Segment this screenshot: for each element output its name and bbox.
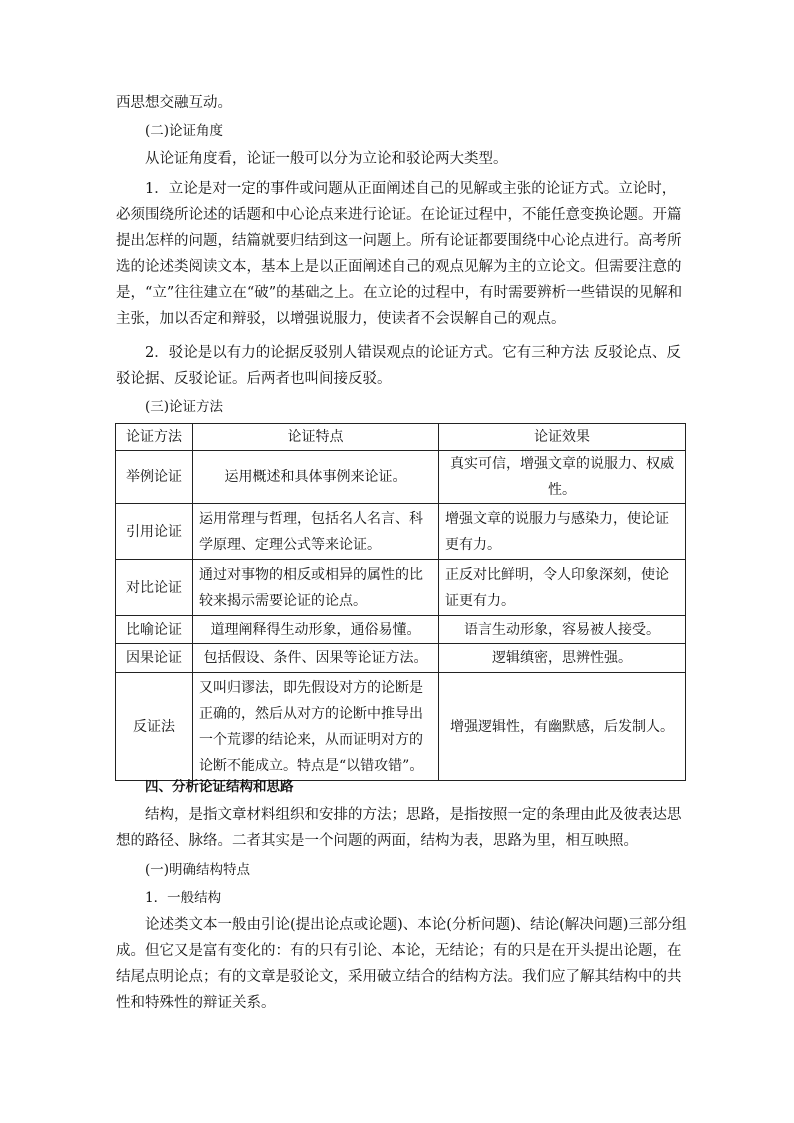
method-feature: 通过对事物的相反或相异的属性的比较来揭示需要论证的论点。 [193,560,439,616]
method-name: 因果论证 [116,644,193,673]
methods-heading: (三)论证方法 [145,399,224,415]
method-feature: 包括假设、条件、因果等论证方法。 [193,644,439,673]
method-feature: 运用概述和具体事例来论证。 [193,451,439,504]
method-name: 引用论证 [116,504,193,560]
angle-item1-text: 1．立论是对一定的事件或问题从正面阐述自己的见解或主张的论证方式。立论时，必须围绕所论述的话题和中心论点来进行论证。在论证过程中，不能任意变换论题。开篇提出怎样的问题，结篇就要归结到这一问题上。所有论证都要围绕中心论点进行。高考所选的论述类阅读文本，基本上是以正面阐述自己的观点见解为主的立论文。但需要注意的是，“立”往往建立在“破”的基础之上。在立论的过程中，有时需要辨析一些错误的见解和主张，加以否定和辩驳，以增强说服力，使读者不会误解自己的观点。 [116,181,683,327]
table-row [116,673,686,781]
angle-heading: (二)论证角度 [145,123,224,139]
method-feature: 道理阐释得生动形象，通俗易懂。 [193,616,439,644]
table-row [116,451,686,504]
structure-item-heading: 1．一般结构 [145,890,222,906]
header-feature: 论证特点 [193,424,439,451]
structure-sub-heading: (一)明确结构特点 [145,862,251,878]
method-effect: 真实可信，增强文章的说服力、权威性。 [439,451,686,504]
angle-item2-text: 2．驳论是以有力的论据反驳别人错误观点的论证方式。它有三种方法 反驳论点、反驳论据、反驳论证。后两者也叫间接反驳。 [116,345,681,387]
method-name: 比喻论证 [116,616,193,644]
method-feature: 又叫归谬法，即先假设对方的论断是正确的，然后从对方的论断中推导出一个荒谬的结论来，从而证明对方的论断不能成立。特点是“以错攻错”。 [193,673,439,781]
structure-intro-text: 结构，是指文章材料组织和安排的方法；思路，是指按照一定的条理由此及彼表达思想的路径、脉络。二者其实是一个问题的两面，结构为表，思路为里，相互映照。 [116,807,682,849]
table-row [116,644,686,673]
method-name: 反证法 [116,673,193,781]
intro-tail-text: 西思想交融互动。 [116,95,232,111]
method-name: 对比论证 [116,560,193,616]
table-row [116,560,686,616]
header-method: 论证方法 [116,424,193,451]
header-effect: 论证效果 [439,424,686,451]
structure-item-body: 论述类文本一般由引论(提出论点或论题)、本论(分析问题)、结论(解决问题)三部分组成。但它又是富有变化的：有的只有引论、本论，无结论；有的只是在开头提出论题，在结尾点明论点；有的文章是驳论文，采用破立结合的结构方法。我们应了解其结构中的共性和特殊性的辩证关系。 [116,917,687,1011]
table-header-row [116,424,686,451]
method-effect: 增强文章的说服力与感染力，使论证更有力。 [439,504,686,560]
method-name: 举例论证 [116,451,193,504]
method-effect: 语言生动形象，容易被人接受。 [439,616,686,644]
table-row [116,616,686,644]
angle-intro-text: 从论证角度看，论证一般可以分为立论和驳论两大类型。 [145,151,508,167]
method-effect: 增强逻辑性，有幽默感，后发制人。 [439,673,686,781]
structure-heading: 四、分析论证结构和思路 [145,779,294,795]
method-effect: 正反对比鲜明，令人印象深刻，使论证更有力。 [439,560,686,616]
method-effect: 逻辑缜密，思辨性强。 [439,644,686,673]
methods-table [115,423,686,781]
table-row [116,504,686,560]
method-feature: 运用常理与哲理，包括名人名言、科学原理、定理公式等来论证。 [193,504,439,560]
